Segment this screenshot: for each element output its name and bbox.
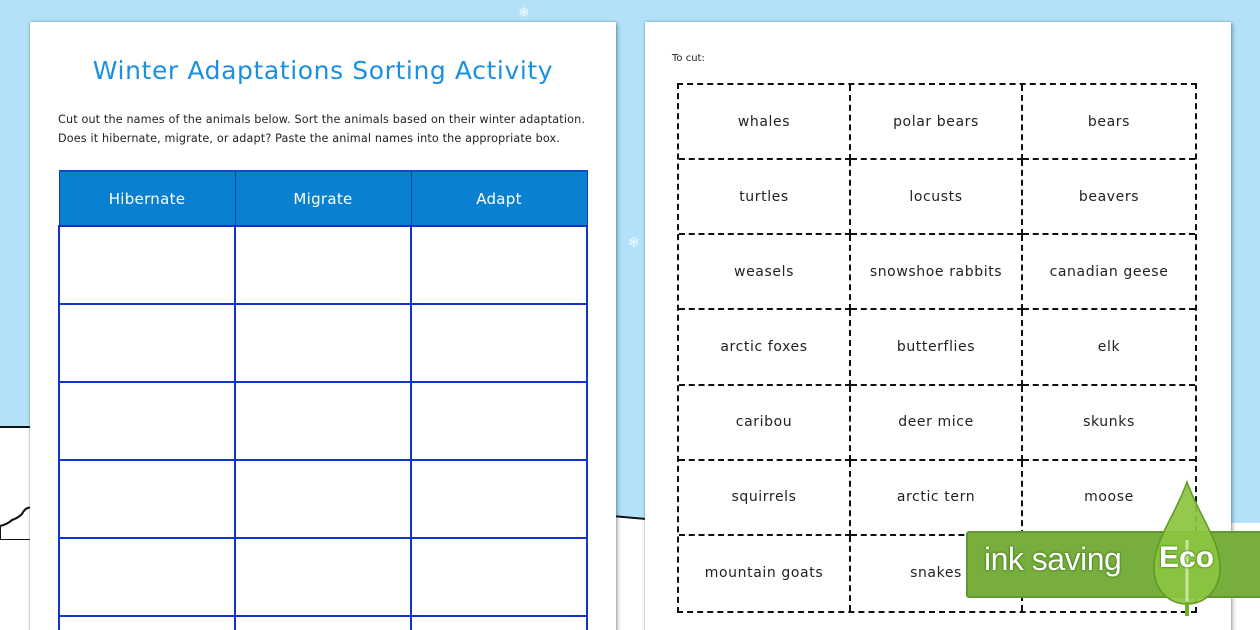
table-header-row <box>59 171 587 226</box>
table-cell <box>59 538 235 616</box>
table-cell <box>59 616 235 630</box>
animal-card: squirrels <box>679 461 851 536</box>
eco-label: Eco <box>1159 541 1215 574</box>
column-header-hibernate: Hibernate <box>59 171 235 226</box>
instruction-line: Cut out the names of the animals below. Sort the animals based on their winter adaptation. <box>58 113 586 126</box>
animal-card: beavers <box>1023 160 1195 235</box>
table-cell <box>411 538 587 616</box>
animal-card: arctic foxes <box>679 310 851 385</box>
table-cell <box>411 226 587 304</box>
table-row <box>59 226 587 304</box>
table-cell <box>235 226 411 304</box>
table-cell <box>235 304 411 382</box>
column-header-adapt: Adapt <box>411 171 587 226</box>
worksheet-page <box>30 22 616 630</box>
table-row <box>59 538 587 616</box>
instruction-line: Does it hibernate, migrate, or adapt? Paste the animal names into the appropriate box. <box>58 132 561 145</box>
snowflake-icon: ❄ <box>628 235 640 251</box>
column-header-migrate: Migrate <box>235 171 411 226</box>
animal-card: snakes <box>851 536 1023 611</box>
table-cell <box>411 304 587 382</box>
sorting-table <box>58 170 588 630</box>
animal-card: deer mice <box>851 386 1023 461</box>
animal-card: locusts <box>851 160 1023 235</box>
table-cell <box>235 616 411 630</box>
animal-card: turtles <box>679 160 851 235</box>
animal-card: elk <box>1023 310 1195 385</box>
animal-card: weasels <box>679 235 851 310</box>
table-cell <box>59 460 235 538</box>
table-cell <box>411 460 587 538</box>
table-row <box>59 304 587 382</box>
table-cell <box>235 538 411 616</box>
table-cell <box>59 226 235 304</box>
animal-card: whales <box>679 85 851 160</box>
table-row <box>59 460 587 538</box>
table-cell <box>235 382 411 460</box>
animal-card: bears <box>1023 85 1195 160</box>
ink-saving-label: ink saving <box>984 541 1122 577</box>
table-cell <box>59 304 235 382</box>
table-cell <box>235 460 411 538</box>
to-cut-label: To cut: <box>672 53 705 64</box>
instructions <box>58 110 598 148</box>
animal-card: snowshoe rabbits <box>851 235 1023 310</box>
table-row <box>59 382 587 460</box>
table-cell <box>411 382 587 460</box>
table-cell <box>411 616 587 630</box>
animal-card: moose <box>1023 461 1195 536</box>
animal-card: polar bears <box>851 85 1023 160</box>
animal-card: skunks <box>1023 386 1195 461</box>
table-row <box>59 616 587 630</box>
animal-card: caribou <box>679 386 851 461</box>
page-title: Winter Adaptations Sorting Activity <box>92 56 554 85</box>
animal-card: arctic tern <box>851 461 1023 536</box>
animal-card: butterflies <box>851 310 1023 385</box>
snowflake-icon: ❄ <box>518 5 530 21</box>
table-cell <box>59 382 235 460</box>
animal-card: canadian geese <box>1023 235 1195 310</box>
animal-card: mountain goats <box>679 536 851 611</box>
